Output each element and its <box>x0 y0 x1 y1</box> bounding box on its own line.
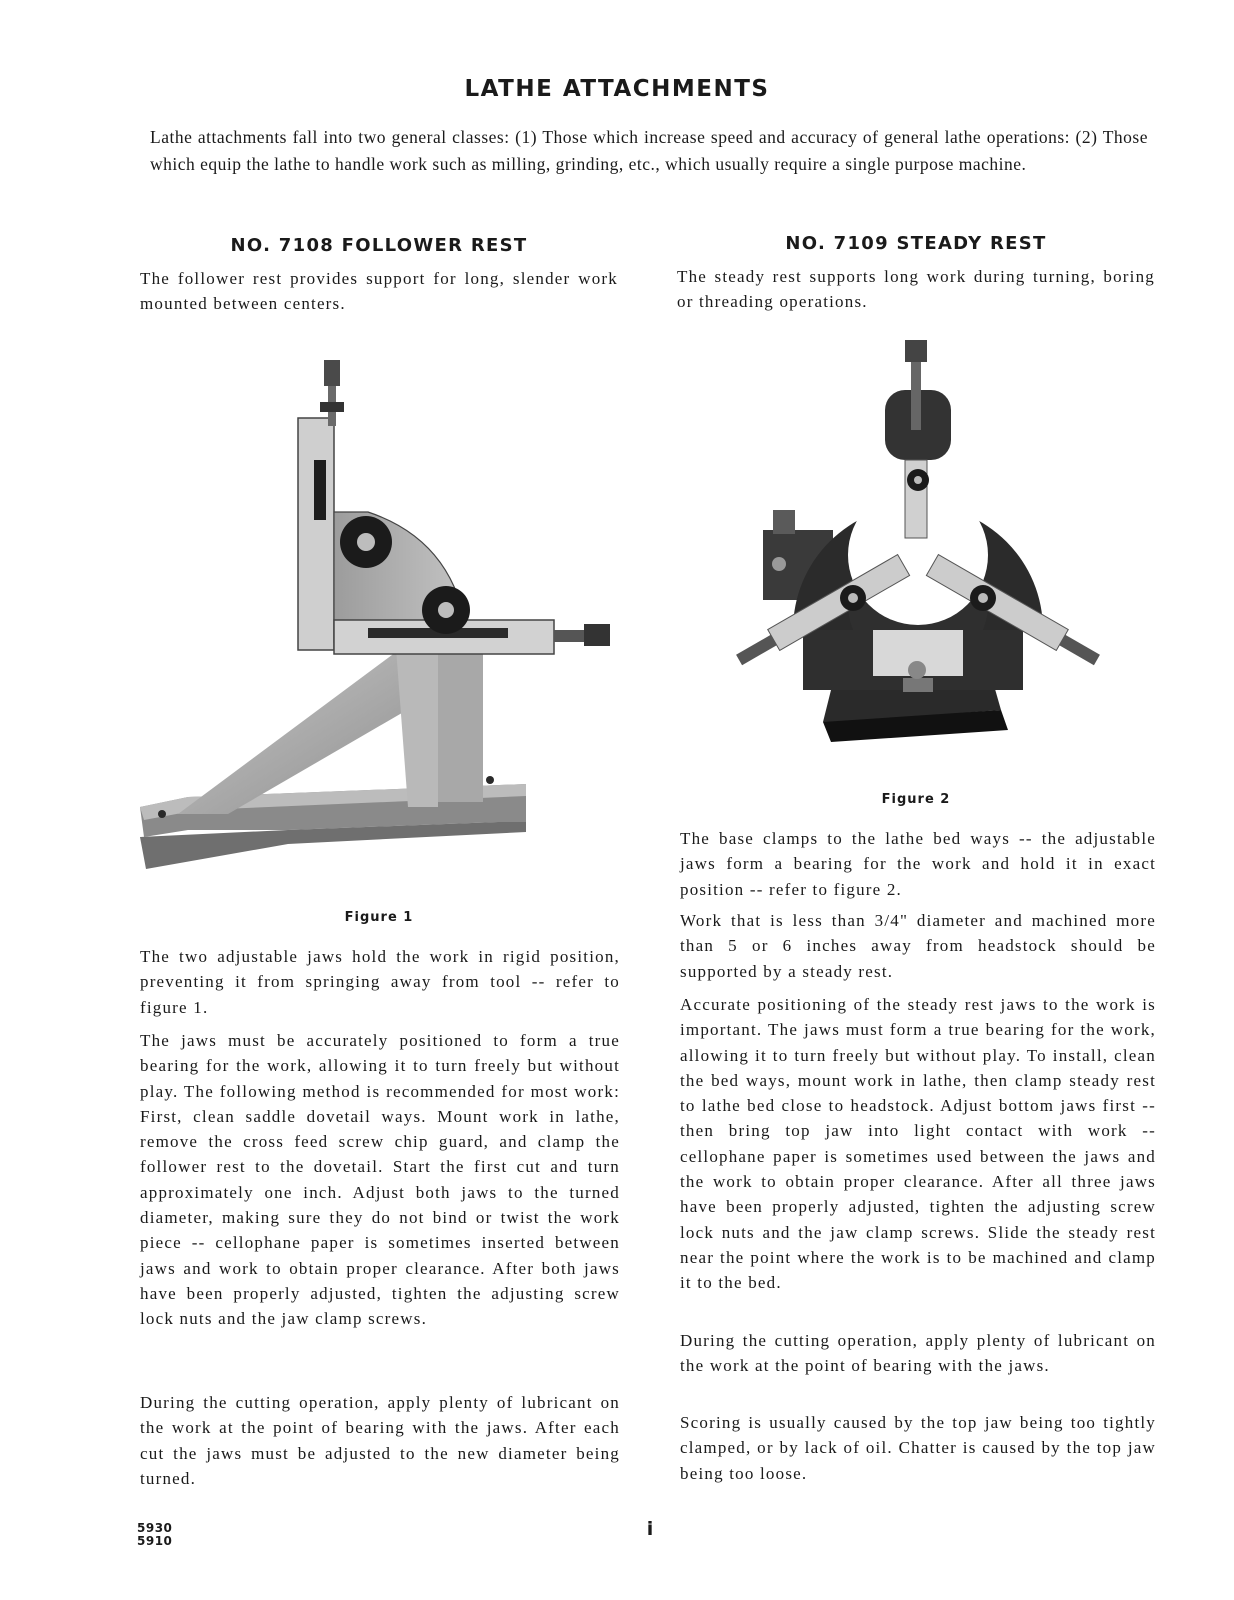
footer-code-1: 5930 <box>137 1521 173 1535</box>
follower-rest-jaws-paragraph: The two adjustable jaws hold the work in rigid position, preventing it from springing away from tool -- refer to figure 1. <box>140 947 620 1017</box>
follower-rest-title: NO. 7108 FOLLOWER REST <box>230 235 528 256</box>
follower-rest-intro: The follower rest provides support for long, slender work mounted between centers. <box>140 269 618 314</box>
footer-code-2: 5910 <box>137 1534 173 1548</box>
steady-rest-positioning-paragraph: Accurate positioning of the steady rest jaws to the work is important. The jaws must form a true bearing for the work, allowing it to turn freely but without play. To install, clean the bed ways, mount work in lathe, then clamp steady rest to lathe bed close to headstock. Adjust bottom jaws first -- then bring top jaw into light contact with work -- cellophane paper is sometimes used between the jaws and the work to obtain proper clearance. After all three jaws have been properly adjusted, tighten the adjusting screw lock nuts and the jaw clamp screws. Slide the steady rest near the point where the work is to be machined and clamp it to the bed. <box>680 995 1156 1293</box>
intro-paragraph: Lathe attachments fall into two general classes: (1) Those which increase speed and accuracy of general lathe operations: (2) Those which equip the lathe to handle work such as milling, grinding, etc., which usually require a single purpose machine. <box>150 127 1148 174</box>
page-number: i <box>646 1518 654 1540</box>
follower-rest-illustration <box>138 352 618 872</box>
figure-1-caption: Figure 1 <box>344 910 414 925</box>
steady-rest-lubricant-paragraph: During the cutting operation, apply plenty of lubricant on the work at the point of bearing with the jaws. <box>680 1331 1156 1376</box>
figure-2-caption: Figure 2 <box>881 792 951 807</box>
follower-rest-lubricant-paragraph: During the cutting operation, apply plenty of lubricant on the work at the point of bearing with the jaws. After each cut the jaws must be adjusted to the new diameter being turned. <box>140 1393 620 1488</box>
follower-rest-method-paragraph: The jaws must be accurately positioned to form a true bearing for the work, allowing it to turn freely but without play. The following method is recommended for most work: First, clean saddle dovetail ways. Mount work in lathe, remove the cross feed screw chip guard, and clamp the follower rest to the dovetail. Start the first cut and turn approximately one inch. Adjust both jaws to the turned diameter, making sure they do not bind or twist the work piece -- cellophane paper is sometimes inserted between jaws and work to obtain proper clearance. After both jaws have been properly adjusted, tighten the adjusting screw lock nuts and the jaw clamp screws. <box>140 1031 620 1329</box>
steady-rest-work-paragraph: Work that is less than 3/4" diameter and machined more than 5 or 6 inches away from headstock should be supported by a steady rest. <box>680 911 1156 981</box>
footer-part-codes <box>137 1522 172 1548</box>
steady-rest-title: NO. 7109 STEADY REST <box>785 233 1047 254</box>
steady-rest-illustration <box>723 330 1113 766</box>
page-title: LATHE ATTACHMENTS <box>464 76 770 102</box>
steady-rest-base-paragraph: The base clamps to the lathe bed ways -- the adjustable jaws form a bearing for the work and hold it in exact position -- refer to figure 2. <box>680 829 1156 899</box>
steady-rest-intro: The steady rest supports long work during turning, boring or threading operations. <box>677 267 1155 312</box>
steady-rest-scoring-paragraph: Scoring is usually caused by the top jaw being too tightly clamped, or by lack of oil. Chatter is caused by the top jaw being too loose. <box>680 1413 1156 1483</box>
